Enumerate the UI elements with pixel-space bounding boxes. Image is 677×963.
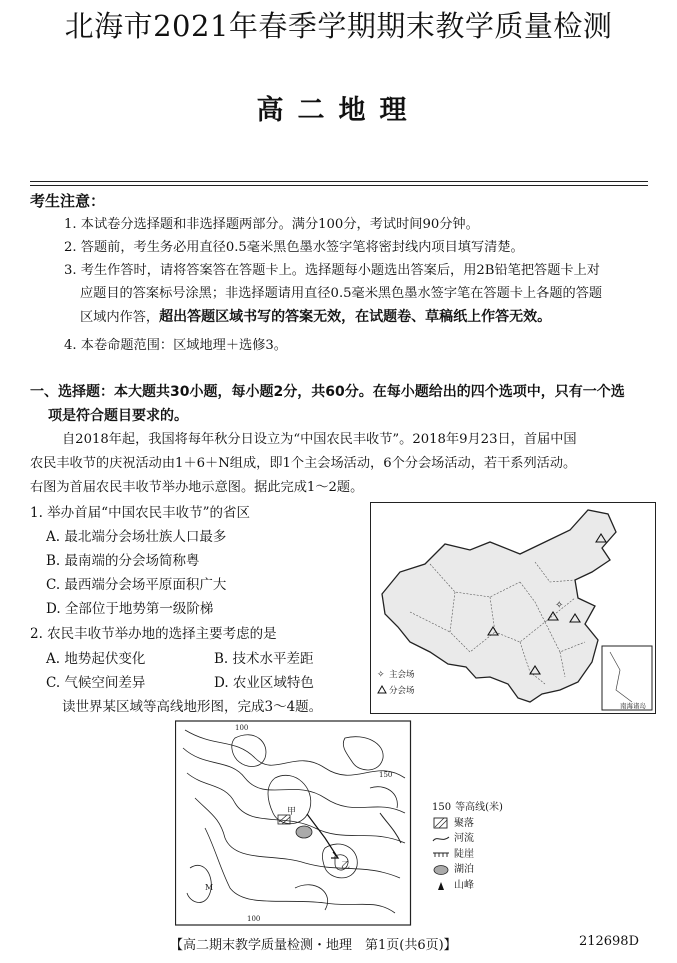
divider [30,185,648,186]
river-icon [432,833,450,845]
legend-row-cliff [432,847,503,863]
notice-item-1: 1. 本试卷分选择题和非选择题两部分。满分100分，考试时间90分钟。 [64,217,479,232]
q1-option-b: B. 最南端的分会场简称粤 [46,553,200,569]
q2-option-d: D. 农业区域特色 [214,675,314,691]
main-venue-marker: ✧ [555,600,564,611]
legend-main-venue: 主会场 [389,670,415,680]
notice-item-2: 2. 答题前，考生务必用直径0.5毫米黑色墨水签字笔将密封线内项目填写清楚。 [64,240,524,255]
china-map [370,502,656,714]
notice-item-3-cont: 应题目的答案标号涂黑；非选择题请用直径0.5毫米黑色墨水签字笔在答题卡上各题的答题 [80,286,603,301]
q3-4-lead: 读世界某区域等高线地形图，完成3～4题。 [62,699,323,715]
inset-label: 南海诸岛 [620,702,646,710]
q2-stem: 2. 农民丰收节举办地的选择主要考虑的是 [30,626,277,642]
exam-title: 北海市2021年春季学期期末教学质量检测 [64,9,613,43]
q1-option-c: C. 最西端分会场平原面积广大 [46,577,227,593]
notice-heading: 考生注意： [30,192,106,210]
contour-label-150: 150 [379,771,393,779]
section-heading-line1: 一、选择题：本大题共30小题，每小题2分，共60分。在每小题给出的四个选项中，只有一个选 [30,384,625,400]
q1-option-d: D. 全部位于地势第一级阶梯 [46,601,214,617]
legend-label-contour: 等高线(米) [455,802,503,813]
section-heading-line2: 项是符合题目要求的。 [48,408,188,424]
legend-row-settlement [432,816,503,832]
peak-icon [432,879,450,891]
notice-warning: 超出答题区域书写的答案无效，在试题卷、草稿纸上作答无效。 [159,309,552,325]
page-footer: 【高二期末教学质量检测・地理 第1页(共6页)】 [170,938,457,953]
legend-sub-venue: 分会场 [389,686,415,696]
settlement-icon [432,817,450,829]
legend-row-river [432,831,503,847]
cliff-icon [432,848,450,860]
exam-subject: 高二地理 [256,95,421,126]
q2-option-b: B. 技术水平差距 [214,651,314,667]
notice-item-3-tail-text: 区域内作答， [80,310,160,325]
contour-label-100-top: 100 [235,724,249,732]
legend-label-cliff: 陡崖 [454,848,474,860]
legend-row-lake [432,862,503,878]
q2-option-a: A. 地势起伏变化 [46,651,146,667]
legend-row-contour [432,800,503,816]
intro-line-1: 自2018年起，我国将每年秋分日设立为“中国农民丰收节”。2018年9月23日，首届中国 [62,432,577,447]
contour-icon: 150 [432,802,452,813]
notice-item-3: 3. 考生作答时，请将答案答在答题卡上。选择题每小题选出答案后，用2B铅笔把答题卡上对 [64,263,600,278]
intro-line-3: 右图为首届农民丰收节举办地示意图。据此完成1～2题。 [30,480,364,495]
legend-label-settlement: 聚落 [454,817,474,829]
point-label-jia: 甲 [287,807,297,817]
legend-row-peak [432,878,503,894]
point-label-m: M [205,883,214,892]
lake-icon [432,864,450,876]
topo-legend [432,800,503,893]
south-china-sea-inset [602,646,652,710]
legend-label-river: 河流 [454,833,474,844]
q2-option-c: C. 气候空间差异 [46,675,146,691]
contour-label-100-bottom: 100 [247,915,261,923]
q1-stem: 1. 举办首届“中国农民丰收节”的省区 [30,505,250,521]
notice-item-4: 4. 本卷命题范围：区域地理＋选修3。 [64,338,287,353]
main-venue-legend-icon: ✧ [377,670,385,680]
legend-label-lake: 湖泊 [454,864,474,875]
point-label-yi: 乙 [341,861,351,871]
notice-item-3-tail [80,306,551,329]
legend-label-peak: 山峰 [454,879,474,891]
lake-shape [296,826,312,838]
china-map-figure [370,502,656,714]
paper-code: 212698D [578,934,639,949]
intro-line-2: 农民丰收节的庆祝活动由1＋6＋N组成，即1个主会场活动，6个分会场活动，若干系列活动。 [30,456,577,471]
section-heading [30,380,650,428]
q1-option-a: A. 最北端分会场壮族人口最多 [46,529,227,545]
divider [30,181,648,182]
